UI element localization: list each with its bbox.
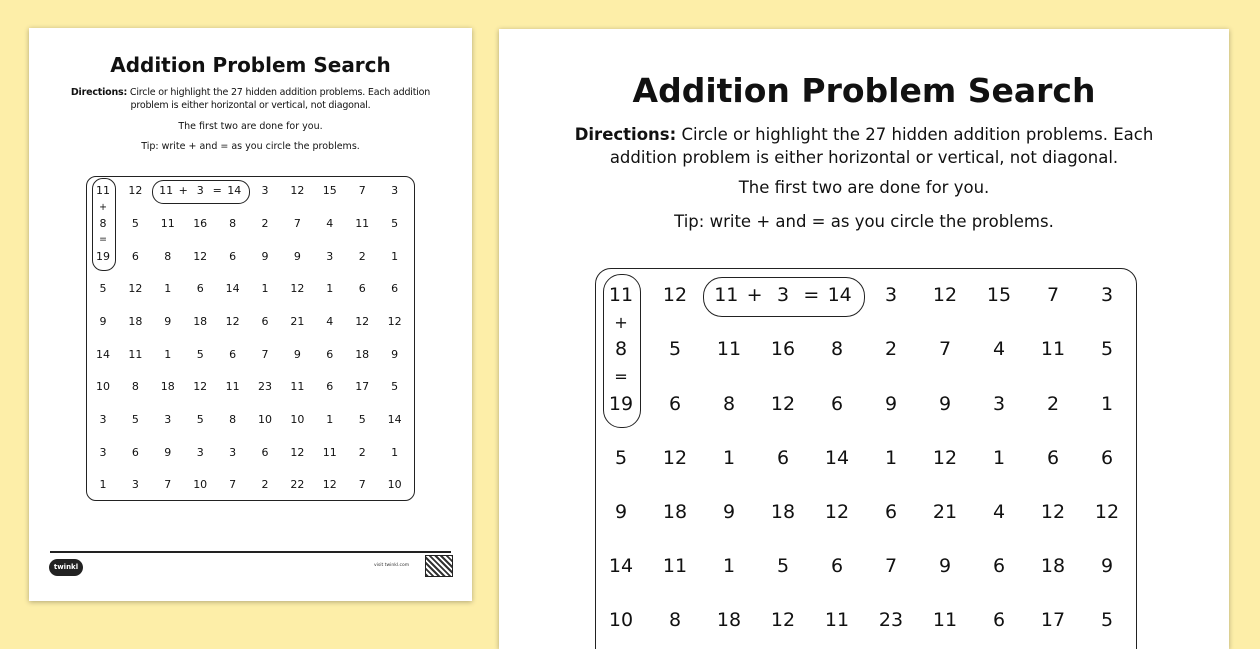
grid-cell: 7 bbox=[358, 478, 366, 492]
instruction-first-two: The first two are done for you. bbox=[178, 121, 323, 132]
grid-cell: 5 bbox=[131, 413, 139, 427]
grid-cell: 7 bbox=[229, 478, 237, 492]
grid-cell: 1 bbox=[884, 446, 898, 469]
grid-cell: 3 bbox=[99, 445, 107, 459]
grid-cell: 2 bbox=[261, 478, 269, 492]
grid-cell: 6 bbox=[830, 555, 844, 578]
grid-cell: 9 bbox=[164, 314, 172, 328]
grid-cell: 12 bbox=[193, 380, 208, 394]
grid-cell: 8 bbox=[668, 609, 682, 632]
grid-cell: 5 bbox=[614, 446, 628, 469]
grid-cell: 6 bbox=[229, 347, 237, 361]
grid-cell: 11 bbox=[225, 380, 240, 394]
grid-cell: 8 bbox=[229, 413, 237, 427]
grid-cell: 2 bbox=[884, 338, 898, 361]
grid-cell: 1 bbox=[992, 446, 1006, 469]
grid-cell: 8 bbox=[99, 216, 107, 230]
grid-cell: 12 bbox=[824, 501, 850, 524]
grid-cell: 12 bbox=[662, 284, 688, 307]
grid-cell: 12 bbox=[1094, 501, 1120, 524]
grid-cell: 23 bbox=[258, 380, 272, 394]
grid-cell: 5 bbox=[196, 347, 204, 361]
highlight-oval-vertical bbox=[603, 274, 641, 428]
grid-cell: 6 bbox=[992, 609, 1006, 632]
grid-cell: 19 bbox=[608, 392, 634, 415]
grid-cell: 11 bbox=[355, 216, 370, 230]
grid-cell: 9 bbox=[614, 501, 628, 524]
grid-cell: 3 bbox=[99, 413, 107, 427]
grid-cell: 12 bbox=[662, 446, 688, 469]
grid-cell: 9 bbox=[938, 392, 952, 415]
grid-cell: 8 bbox=[722, 392, 736, 415]
qr-code-icon bbox=[425, 555, 453, 577]
grid-cell: 11 bbox=[716, 338, 742, 361]
grid-cell: 14 bbox=[824, 446, 850, 469]
grid-cell: 7 bbox=[261, 347, 269, 361]
grid-cell: 18 bbox=[1040, 555, 1066, 578]
grid-cell: 10 bbox=[193, 478, 208, 492]
grid-cell: 2 bbox=[1046, 392, 1060, 415]
grid-cell: 9 bbox=[938, 555, 952, 578]
grid-cell: 5 bbox=[1100, 609, 1114, 632]
grid-cell: 12 bbox=[290, 184, 305, 198]
grid-cell: 12 bbox=[932, 446, 958, 469]
grid-cell: 11 bbox=[1040, 338, 1066, 361]
worksheet-title: Addition Problem Search bbox=[110, 53, 391, 77]
highlight-oval-horizontal bbox=[152, 180, 250, 205]
grid-cell: 6 bbox=[1046, 446, 1060, 469]
grid-cell: 9 bbox=[1100, 555, 1114, 578]
grid-cell: 3 bbox=[196, 184, 204, 198]
grid-cell: 6 bbox=[326, 347, 334, 361]
grid-cell: 3 bbox=[229, 445, 237, 459]
grid-cell: 1 bbox=[1100, 392, 1114, 415]
grid-cell: 9 bbox=[164, 445, 172, 459]
grid-cell: 14 bbox=[227, 184, 242, 198]
grid-cell: 6 bbox=[261, 445, 269, 459]
grid-cell: 4 bbox=[992, 338, 1006, 361]
grid-cell: 7 bbox=[1046, 284, 1060, 307]
grid-cell: 10 bbox=[387, 478, 402, 492]
grid-cell: 14 bbox=[827, 284, 852, 307]
grid-cell: 12 bbox=[932, 284, 958, 307]
grid-cell: 7 bbox=[164, 478, 172, 492]
footer-divider bbox=[50, 551, 451, 553]
grid-cell: 19 bbox=[96, 249, 110, 263]
grid-cell: 6 bbox=[261, 314, 269, 328]
grid-cell: 11 bbox=[159, 184, 174, 198]
grid-cell: 8 bbox=[830, 338, 844, 361]
grid-cell: 18 bbox=[160, 380, 175, 394]
grid-cell: 11 bbox=[714, 284, 739, 307]
grid-cell: 11 bbox=[96, 184, 110, 198]
grid-cell: 5 bbox=[391, 216, 399, 230]
grid-cell: 4 bbox=[992, 501, 1006, 524]
grid-cell: 22 bbox=[290, 478, 305, 492]
grid-cell: 2 bbox=[358, 445, 366, 459]
grid-cell: 2 bbox=[358, 249, 366, 263]
grid-cell: 12 bbox=[290, 445, 305, 459]
grid-cell: 23 bbox=[878, 609, 904, 632]
directions bbox=[67, 86, 434, 112]
grid-cell: 1 bbox=[722, 555, 736, 578]
grid-cell: = bbox=[99, 234, 107, 246]
grid-cell: 12 bbox=[387, 314, 402, 328]
grid-cell: 5 bbox=[668, 338, 682, 361]
grid-cell: 2 bbox=[261, 216, 269, 230]
grid-cell: 6 bbox=[830, 392, 844, 415]
grid-cell: 3 bbox=[884, 284, 898, 307]
grid-cell: 7 bbox=[358, 184, 366, 198]
grid-cell: 9 bbox=[261, 249, 269, 263]
grid-cell: 8 bbox=[614, 338, 628, 361]
grid-cell: 3 bbox=[1100, 284, 1114, 307]
grid-cell: 3 bbox=[261, 184, 269, 198]
grid-cell: 6 bbox=[391, 282, 399, 296]
grid-cell: 18 bbox=[770, 501, 796, 524]
grid-cell: 6 bbox=[196, 282, 204, 296]
grid-cell: 16 bbox=[770, 338, 796, 361]
visit-text: visit twinkl.com bbox=[374, 563, 410, 568]
grid-cell: 6 bbox=[1100, 446, 1114, 469]
grid-cell: 11 bbox=[662, 555, 688, 578]
grid-cell: 17 bbox=[355, 380, 370, 394]
grid-cell: 6 bbox=[884, 501, 898, 524]
grid-cell: 1 bbox=[391, 445, 399, 459]
grid-cell: 12 bbox=[193, 249, 208, 263]
directions-text: Circle or highlight the 27 hidden addition problems. Each addition problem is either horizontal or vertical, not diagonal. bbox=[609, 125, 1154, 167]
grid-cell: 8 bbox=[164, 249, 172, 263]
grid-cell: 5 bbox=[358, 413, 366, 427]
grid-cell: 18 bbox=[662, 501, 688, 524]
highlight-oval-horizontal bbox=[703, 277, 865, 317]
grid-cell: 1 bbox=[164, 347, 172, 361]
grid-cell: 7 bbox=[293, 216, 301, 230]
grid-cell: 15 bbox=[322, 184, 337, 198]
grid-cell: + bbox=[746, 284, 763, 307]
grid-cell: 6 bbox=[668, 392, 682, 415]
directions-label: Directions: bbox=[574, 125, 677, 144]
grid-cell: 6 bbox=[229, 249, 237, 263]
grid-cell: 7 bbox=[884, 555, 898, 578]
grid-cell: 3 bbox=[326, 249, 334, 263]
grid-cell: 6 bbox=[131, 445, 139, 459]
grid-cell: 17 bbox=[1040, 609, 1066, 632]
grid-cell: 12 bbox=[770, 609, 796, 632]
grid-cell: = bbox=[614, 367, 628, 387]
grid-cell: 12 bbox=[128, 184, 143, 198]
grid-cell: 12 bbox=[290, 282, 305, 296]
instruction-tip: Tip: write + and = as you circle the problems. bbox=[141, 141, 360, 152]
grid-cell: 6 bbox=[131, 249, 139, 263]
grid-cell: 5 bbox=[776, 555, 790, 578]
grid-cell: 12 bbox=[322, 478, 337, 492]
grid-cell: 18 bbox=[128, 314, 143, 328]
grid-cell: 5 bbox=[1100, 338, 1114, 361]
grid-cell: 11 bbox=[322, 445, 337, 459]
grid-cell: 4 bbox=[326, 314, 334, 328]
grid-cell: + bbox=[99, 201, 107, 213]
worksheet-preview bbox=[499, 29, 1229, 649]
directions-text: Circle or highlight the 27 hidden addition problems. Each addition problem is either horizontal or vertical, not diagonal. bbox=[127, 87, 431, 111]
twinkl-logo: twinkl bbox=[49, 559, 83, 576]
grid-cell: 10 bbox=[96, 380, 110, 394]
grid-cell: 1 bbox=[722, 446, 736, 469]
grid-cell: 11 bbox=[608, 284, 634, 307]
grid-cell: 9 bbox=[391, 347, 399, 361]
grid-cell: 3 bbox=[196, 445, 204, 459]
grid-cell: 21 bbox=[932, 501, 958, 524]
grid-cell: 3 bbox=[391, 184, 399, 198]
grid-cell: 9 bbox=[722, 501, 736, 524]
grid-cell: 12 bbox=[225, 314, 240, 328]
grid-cell: 1 bbox=[99, 478, 107, 492]
grid-cell: 11 bbox=[824, 609, 850, 632]
grid-cell: 6 bbox=[992, 555, 1006, 578]
worksheet-thumbnail bbox=[29, 28, 472, 601]
grid-cell: 18 bbox=[355, 347, 370, 361]
grid-cell: 1 bbox=[326, 282, 334, 296]
grid-cell: 10 bbox=[290, 413, 305, 427]
grid-cell: 12 bbox=[770, 392, 796, 415]
grid-cell: 7 bbox=[938, 338, 952, 361]
grid-cell: 5 bbox=[131, 216, 139, 230]
grid-cell: 3 bbox=[776, 284, 790, 307]
instruction-first-two: The first two are done for you. bbox=[738, 178, 990, 197]
grid-cell: 18 bbox=[716, 609, 742, 632]
directions-label: Directions: bbox=[70, 87, 128, 98]
grid-cell: 14 bbox=[225, 282, 240, 296]
grid-cell: 11 bbox=[932, 609, 958, 632]
grid-cell: 10 bbox=[258, 413, 272, 427]
grid-cell: = bbox=[212, 184, 222, 198]
grid-cell: 11 bbox=[160, 216, 175, 230]
grid-cell: 4 bbox=[326, 216, 334, 230]
grid-cell: 9 bbox=[293, 249, 301, 263]
grid-cell: 8 bbox=[131, 380, 139, 394]
grid-cell: 14 bbox=[387, 413, 402, 427]
grid-cell: + bbox=[614, 313, 628, 333]
grid-cell: 14 bbox=[96, 347, 110, 361]
grid-cell: 12 bbox=[1040, 501, 1066, 524]
grid-cell: + bbox=[178, 184, 188, 198]
grid-cell: 21 bbox=[290, 314, 305, 328]
grid-cell: 10 bbox=[608, 609, 634, 632]
grid-cell: 18 bbox=[193, 314, 208, 328]
grid-cell: 5 bbox=[391, 380, 399, 394]
grid-cell: 6 bbox=[776, 446, 790, 469]
worksheet-title: Addition Problem Search bbox=[632, 71, 1096, 110]
grid-cell: 14 bbox=[608, 555, 634, 578]
grid-cell: 16 bbox=[193, 216, 208, 230]
grid-cell: 12 bbox=[355, 314, 370, 328]
grid-cell: 5 bbox=[196, 413, 204, 427]
grid-cell: 3 bbox=[992, 392, 1006, 415]
grid-cell: 3 bbox=[131, 478, 139, 492]
grid-cell: 12 bbox=[128, 282, 143, 296]
grid-cell: 11 bbox=[290, 380, 305, 394]
grid-cell: = bbox=[803, 284, 820, 307]
instruction-tip: Tip: write + and = as you circle the problems. bbox=[674, 212, 1054, 231]
grid-cell: 1 bbox=[326, 413, 334, 427]
grid-cell: 1 bbox=[391, 249, 399, 263]
grid-cell: 3 bbox=[164, 413, 172, 427]
grid-cell: 9 bbox=[99, 314, 107, 328]
highlight-oval-vertical bbox=[92, 178, 115, 272]
grid-cell: 9 bbox=[293, 347, 301, 361]
grid-cell: 1 bbox=[261, 282, 269, 296]
grid-cell: 1 bbox=[164, 282, 172, 296]
grid-cell: 6 bbox=[358, 282, 366, 296]
grid-cell: 6 bbox=[326, 380, 334, 394]
grid-cell: 8 bbox=[229, 216, 237, 230]
directions bbox=[559, 123, 1169, 169]
grid-cell: 15 bbox=[986, 284, 1012, 307]
grid-cell: 9 bbox=[884, 392, 898, 415]
grid-cell: 11 bbox=[128, 347, 143, 361]
grid-cell: 5 bbox=[99, 282, 107, 296]
